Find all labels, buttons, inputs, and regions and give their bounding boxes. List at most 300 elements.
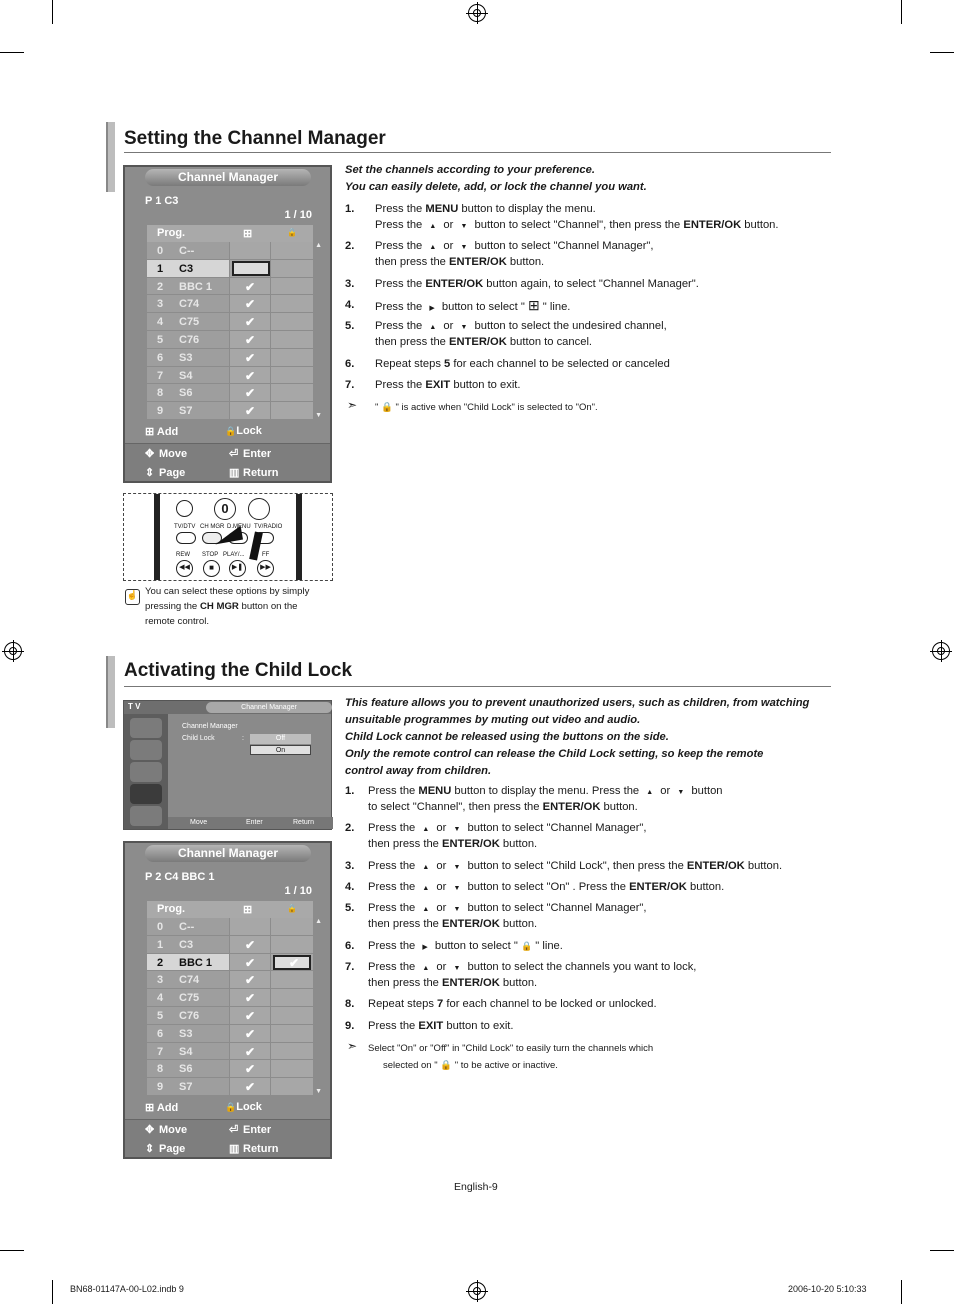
- step-number: 5.: [345, 902, 355, 914]
- scroll-down-icon[interactable]: ▼: [315, 412, 322, 419]
- option-on: On: [250, 745, 311, 755]
- osd-page-indicator: 1 / 10: [284, 885, 312, 897]
- lock-column-icon: 🔒: [287, 904, 297, 913]
- move-icon: ✥: [145, 1124, 155, 1136]
- osd-page-indicator: 1 / 10: [284, 209, 312, 221]
- step-segment: ENTER/OK: [425, 278, 484, 290]
- row-number: 7: [157, 1045, 164, 1058]
- step-segment: then press the: [368, 977, 443, 989]
- row-number: 5: [157, 333, 164, 346]
- remote-tip: [145, 584, 335, 629]
- row-add-cell: [230, 971, 270, 989]
- check-icon: ✔: [245, 315, 256, 330]
- osd-footer: [125, 1119, 330, 1157]
- row-name: C3: [179, 262, 194, 275]
- step-number: 3.: [345, 860, 355, 872]
- table-row[interactable]: [147, 313, 313, 331]
- step-segment: EXIT: [418, 1020, 444, 1032]
- table-row[interactable]: [147, 349, 313, 367]
- row-prog-cell: [147, 295, 229, 313]
- legend-add: [145, 425, 178, 438]
- row-prog-cell: [147, 918, 229, 936]
- print-date: 2006-10-20 5:10:33: [788, 1284, 867, 1294]
- enter-icon: ⏎: [229, 448, 239, 460]
- row-add-cell: [230, 918, 270, 936]
- crop-mark: [52, 1280, 53, 1304]
- row-name: C74: [179, 298, 200, 311]
- check-icon: ✔: [245, 350, 256, 365]
- selection-cursor: [232, 261, 270, 276]
- row-name: C76: [179, 1009, 200, 1022]
- step-text: [368, 975, 537, 991]
- step-segment: button.: [686, 881, 725, 893]
- step-segment: ENTER/OK: [449, 336, 507, 348]
- remote-button: [176, 500, 193, 517]
- note-arrow-icon: ➣: [347, 398, 358, 412]
- row-prog-cell: [147, 1078, 229, 1096]
- row-lock-cell: [271, 1078, 313, 1096]
- arrow-icon: ▲: [429, 324, 437, 331]
- check-icon: ✔: [245, 368, 256, 383]
- step-segment: Press the: [375, 278, 426, 290]
- step-segment: button again, to select "Channel Manager".: [483, 278, 699, 290]
- add-column-icon: ⊞: [243, 228, 253, 240]
- row-prog-cell: [147, 971, 229, 989]
- crop-mark: [0, 1250, 24, 1251]
- header-prog: Prog.: [157, 903, 186, 915]
- table-row[interactable]: [147, 971, 313, 989]
- row-prog-cell: [147, 331, 229, 349]
- pointer-arrow-icon: [249, 531, 263, 560]
- row-add-cell: [230, 384, 270, 402]
- check-icon: ✔: [245, 937, 256, 952]
- table-row[interactable]: [147, 295, 313, 313]
- note-line: Select "On" or "Off" in "Child Lock" to easily turn the channels which: [368, 1043, 654, 1054]
- step-number: 4.: [345, 881, 355, 893]
- step-text: [368, 938, 563, 956]
- row-add-cell: [230, 242, 270, 260]
- check-icon: ✔: [245, 973, 256, 988]
- table-row[interactable]: [147, 1043, 313, 1061]
- intro-line: Only the remote control can release the Child Lock setting, so keep the remote: [345, 748, 764, 760]
- row-add-cell: [230, 402, 270, 420]
- arrow-icon: ▼: [453, 885, 461, 892]
- row-name: BBC 1: [179, 956, 213, 969]
- arrow-icon: ▼: [460, 244, 468, 251]
- hint-enter: Enter: [243, 448, 272, 460]
- remote-control-illustration: [123, 493, 333, 581]
- arrow-icon: ▼: [460, 223, 468, 230]
- row-prog-cell: [147, 954, 229, 972]
- remote-label: D.MENU: [227, 524, 251, 530]
- arrow-icon: ▲: [429, 244, 437, 251]
- selection-cursor: [273, 955, 311, 970]
- row-lock-cell: [271, 242, 313, 260]
- step-segment: " line.: [539, 301, 571, 313]
- arrow-icon: ▲: [429, 223, 437, 230]
- remote-label: PLAY/...: [223, 552, 245, 558]
- section-bar: [106, 122, 115, 192]
- row-number: 9: [157, 1081, 164, 1094]
- check-icon: ✔: [245, 1080, 256, 1095]
- row-lock-cell: [271, 1060, 313, 1078]
- table-row[interactable]: [147, 384, 313, 402]
- table-row[interactable]: [147, 1060, 313, 1078]
- row-name: C3: [179, 938, 194, 951]
- step-segment: 5: [444, 358, 451, 370]
- page-number: English-9: [454, 1181, 498, 1193]
- row-name: BBC 1: [179, 280, 213, 293]
- tv-menu-title: Channel Manager: [206, 702, 332, 713]
- legend-lock-label: Lock: [236, 425, 262, 437]
- crop-mark: [930, 1250, 954, 1251]
- row-add-cell: [230, 1007, 270, 1025]
- row-number: 7: [157, 369, 164, 382]
- check-icon: ✔: [245, 1026, 256, 1041]
- row-name: S3: [179, 1027, 193, 1040]
- row-add-cell: [230, 260, 270, 278]
- row-add-cell: [230, 1025, 270, 1043]
- row-lock-cell: [271, 331, 313, 349]
- check-icon: ✔: [245, 1008, 256, 1023]
- remote-label: CH MGR: [200, 524, 225, 530]
- step-segment: or: [433, 902, 450, 914]
- step-segment: Repeat steps: [375, 358, 445, 370]
- fast-forward-icon: ▶▶: [257, 560, 274, 577]
- section2-note: [368, 1040, 653, 1074]
- step-text: [375, 217, 779, 235]
- check-icon: ✔: [245, 1044, 256, 1059]
- step-segment: then press the: [368, 838, 443, 850]
- step-number: 9.: [345, 1020, 355, 1032]
- check-icon: ✔: [245, 386, 256, 401]
- table-row[interactable]: [147, 918, 313, 936]
- registration-mark-icon: [468, 4, 486, 22]
- hint-return: Return: [243, 467, 279, 479]
- intro-line: control away from children.: [345, 765, 492, 777]
- row-lock-cell: [271, 313, 313, 331]
- table-row[interactable]: [147, 402, 313, 420]
- arrow-icon: ▲: [422, 885, 430, 892]
- tv-label: T V: [128, 702, 141, 711]
- section-rule: [124, 686, 831, 687]
- arrow-icon: ▼: [453, 864, 461, 871]
- check-icon: ✔: [289, 955, 300, 970]
- table-row[interactable]: [147, 278, 313, 296]
- intro-line: Child Lock cannot be released using the buttons on the side.: [345, 731, 669, 743]
- step-segment: for each channel to be locked or unlocked.: [443, 998, 657, 1010]
- table-row[interactable]: [147, 242, 313, 260]
- row-name: C76: [179, 333, 200, 346]
- row-number: 4: [157, 316, 164, 329]
- step-text: [375, 377, 521, 393]
- page-icon: ⇕: [145, 1143, 155, 1155]
- row-lock-cell: [271, 367, 313, 385]
- channel-manager-osd: [123, 165, 332, 483]
- menu-colon: :: [242, 735, 244, 742]
- legend-add-label: Add: [156, 1102, 179, 1114]
- step-segment: Press the: [368, 822, 419, 834]
- row-number: 6: [157, 1027, 164, 1040]
- section-title-child-lock: Activating the Child Lock: [124, 660, 353, 681]
- step-text: [375, 356, 670, 372]
- table-row[interactable]: [147, 260, 313, 278]
- step-text: [368, 1018, 514, 1034]
- table-header: [147, 901, 313, 918]
- step-segment: button to select ": [438, 301, 528, 313]
- row-prog-cell: [147, 1043, 229, 1061]
- legend-add: [145, 1101, 178, 1114]
- header-prog: Prog.: [157, 227, 186, 239]
- step-number: 7.: [345, 961, 355, 973]
- registration-mark-icon: [932, 642, 950, 660]
- step-number: 7.: [345, 379, 355, 391]
- step-text: [368, 858, 782, 876]
- crop-mark: [901, 0, 902, 24]
- step-segment: Press the: [368, 902, 419, 914]
- row-prog-cell: [147, 260, 229, 278]
- hint-move: Move: [159, 1124, 188, 1136]
- step-text: [368, 799, 638, 815]
- hint-page: Page: [159, 1143, 186, 1155]
- step-number: 4.: [345, 299, 355, 311]
- row-lock-cell: [271, 260, 313, 278]
- table-row[interactable]: [147, 1007, 313, 1025]
- section-rule: [124, 152, 831, 153]
- intro-line: You can easily delete, add, or lock the channel you want.: [345, 181, 647, 193]
- step-segment: then press the: [375, 336, 450, 348]
- step-text: [368, 916, 537, 932]
- row-lock-cell: [271, 402, 313, 420]
- step-segment: Press the: [375, 240, 426, 252]
- row-name: C75: [179, 992, 200, 1005]
- row-prog-cell: [147, 1060, 229, 1078]
- step-segment: then press the: [368, 918, 443, 930]
- step-segment: Press the: [375, 219, 426, 231]
- row-lock-cell: [271, 954, 313, 972]
- row-name: S7: [179, 1081, 193, 1094]
- table-header: [147, 225, 313, 242]
- section-bar: [106, 656, 115, 728]
- row-number: 8: [157, 1063, 164, 1076]
- step-segment: ENTER/OK: [442, 838, 500, 850]
- row-lock-cell: [271, 384, 313, 402]
- step-segment: button.: [506, 256, 545, 268]
- row-lock-cell: [271, 936, 313, 954]
- step-segment: ENTER/OK: [449, 256, 507, 268]
- step-segment: button to select "Channel Manager",: [464, 902, 647, 914]
- step-segment: for each channel to be selected or canceled: [450, 358, 670, 370]
- row-add-cell: [230, 313, 270, 331]
- step-segment: or: [657, 785, 674, 797]
- step-segment: Press the: [375, 320, 426, 332]
- check-icon: ✔: [245, 991, 256, 1006]
- step-segment: button to display the menu. Press the: [451, 785, 643, 797]
- row-name: C--: [179, 245, 195, 257]
- scroll-down-icon[interactable]: ▼: [315, 1088, 322, 1095]
- input-icon: [130, 806, 162, 826]
- note-arrow-icon: ➣: [347, 1039, 358, 1053]
- step-segment: button to select "On" . Press the: [464, 881, 630, 893]
- step-segment: ENTER/OK: [542, 801, 601, 813]
- registration-mark-icon: [4, 642, 22, 660]
- arrow-icon: ▼: [453, 826, 461, 833]
- step-segment: button to select ": [431, 940, 521, 952]
- row-number: 8: [157, 387, 164, 400]
- row-add-cell: [230, 278, 270, 296]
- row-prog-cell: [147, 989, 229, 1007]
- osd-title: Channel Manager: [145, 169, 311, 186]
- step-segment: ENTER/OK: [683, 219, 742, 231]
- section1-note: " 🔒 " is active when "Child Lock" is selected to "On".: [375, 402, 598, 413]
- hint-enter: Enter: [246, 819, 263, 826]
- legend-add-label: Add: [156, 426, 179, 438]
- row-lock-cell: [271, 278, 313, 296]
- step-segment: or: [433, 822, 450, 834]
- step-segment: ENTER/OK: [442, 977, 500, 989]
- row-name: C--: [179, 921, 195, 933]
- step-segment: Repeat steps: [368, 998, 438, 1010]
- table-row[interactable]: [147, 936, 313, 954]
- channel-icon: [130, 784, 162, 804]
- crop-mark: [930, 52, 954, 53]
- return-icon: ▥: [229, 1143, 240, 1155]
- row-prog-cell: [147, 349, 229, 367]
- row-number: 3: [157, 974, 164, 987]
- check-icon: ✔: [245, 1062, 256, 1077]
- tv-dtv-button: [176, 532, 196, 544]
- step-segment: button to select "Channel", then press the: [471, 219, 684, 231]
- remote-label: TV/RADIO: [254, 524, 283, 530]
- arrow-icon: ▲: [422, 906, 430, 913]
- row-number: 6: [157, 351, 164, 364]
- step-number: 6.: [345, 358, 355, 370]
- tip-line: You can select these options by simply: [145, 586, 310, 597]
- step-segment: button to select the undesired channel,: [471, 320, 667, 332]
- arrow-icon: ▲: [646, 789, 654, 796]
- step-number: 1.: [345, 785, 355, 797]
- section2-intro: [345, 695, 809, 780]
- registration-mark-icon: [468, 1282, 486, 1300]
- play-pause-icon: ▶❚: [229, 560, 246, 577]
- step-number: 8.: [345, 998, 355, 1010]
- tip-line: remote control.: [145, 616, 209, 627]
- intro-line: Set the channels according to your preference.: [345, 164, 595, 176]
- row-name: S4: [179, 1045, 193, 1058]
- remote-label: FF: [262, 552, 270, 558]
- step-text: [368, 879, 724, 897]
- row-prog-cell: [147, 1007, 229, 1025]
- osd-title: Channel Manager: [145, 845, 311, 862]
- table-row[interactable]: [147, 367, 313, 385]
- scroll-up-icon[interactable]: ▲: [315, 918, 322, 925]
- step-segment: button to select "Channel Manager",: [471, 240, 654, 252]
- crop-mark: [901, 1280, 902, 1304]
- step-segment: ENTER/OK: [442, 918, 500, 930]
- row-prog-cell: [147, 367, 229, 385]
- option-off: Off: [250, 734, 311, 744]
- check-icon: ✔: [245, 955, 256, 970]
- step-segment: 7: [437, 998, 444, 1010]
- lock-icon: 🔒: [225, 1102, 237, 1112]
- step-segment: button to exit.: [450, 379, 521, 391]
- row-prog-cell: [147, 384, 229, 402]
- row-lock-cell: [271, 1025, 313, 1043]
- step-segment: button to select the channels you want to lock,: [464, 961, 697, 973]
- step-segment: button.: [600, 801, 638, 813]
- step-segment: or: [433, 860, 450, 872]
- step-number: 1.: [345, 203, 355, 215]
- row-lock-cell: [271, 295, 313, 313]
- section-title-channel-manager: Setting the Channel Manager: [124, 128, 386, 149]
- row-add-cell: [230, 349, 270, 367]
- step-segment: or: [440, 240, 457, 252]
- table-row[interactable]: [147, 954, 313, 972]
- row-name: S6: [179, 1063, 193, 1076]
- arrow-icon: ▼: [677, 789, 685, 796]
- step-segment: button to cancel.: [506, 336, 593, 348]
- step-segment: button to select "Channel Manager",: [464, 822, 647, 834]
- picture-icon: [130, 718, 162, 738]
- sound-icon: [130, 740, 162, 760]
- osd-channel-info: P 1 C3: [145, 195, 179, 207]
- step-segment: button.: [499, 838, 538, 850]
- check-icon: ✔: [245, 279, 256, 294]
- row-name: S6: [179, 387, 193, 400]
- row-prog-cell: [147, 1025, 229, 1043]
- step-segment: or: [440, 219, 457, 231]
- step-segment: Press the: [368, 961, 419, 973]
- scroll-up-icon[interactable]: ▲: [315, 242, 322, 249]
- note-line: selected on " 🔒 " to be active or inactive.: [383, 1060, 558, 1071]
- table-row[interactable]: [147, 331, 313, 349]
- row-number: 9: [157, 405, 164, 418]
- tip-line: pressing the CH MGR button on the: [145, 601, 298, 612]
- row-prog-cell: [147, 313, 229, 331]
- table-row[interactable]: [147, 1025, 313, 1043]
- table-row[interactable]: [147, 989, 313, 1007]
- row-add-cell: [230, 1060, 270, 1078]
- step-segment: button to display the menu.: [458, 203, 596, 215]
- arrow-icon: ▲: [422, 965, 430, 972]
- lock-icon: 🔒: [520, 941, 533, 951]
- step-text: [375, 276, 699, 292]
- lock-icon: 🔒: [225, 426, 237, 436]
- row-number: 0: [157, 921, 164, 933]
- table-row[interactable]: [147, 1078, 313, 1096]
- step-segment: ENTER/OK: [686, 860, 745, 872]
- row-prog-cell: [147, 936, 229, 954]
- section1-intro: [345, 162, 647, 196]
- row-add-cell: [230, 367, 270, 385]
- row-prog-cell: [147, 402, 229, 420]
- add-icon: ⊞: [527, 297, 540, 313]
- row-number: 5: [157, 1009, 164, 1022]
- step-segment: or: [440, 320, 457, 332]
- remote-button-zero: 0: [214, 498, 236, 520]
- step-text: [375, 334, 592, 350]
- hand-note-icon: ☝: [125, 589, 140, 605]
- row-number: 1: [157, 938, 164, 951]
- arrow-icon: ▶: [422, 944, 428, 951]
- row-name: C75: [179, 316, 200, 329]
- hint-return: Return: [293, 819, 315, 826]
- arrow-icon: ▼: [460, 324, 468, 331]
- step-text: [375, 297, 570, 317]
- osd-channel-info: P 2 C4 BBC 1: [145, 871, 215, 883]
- remote-button-prech: [248, 498, 270, 520]
- row-add-cell: [230, 1043, 270, 1061]
